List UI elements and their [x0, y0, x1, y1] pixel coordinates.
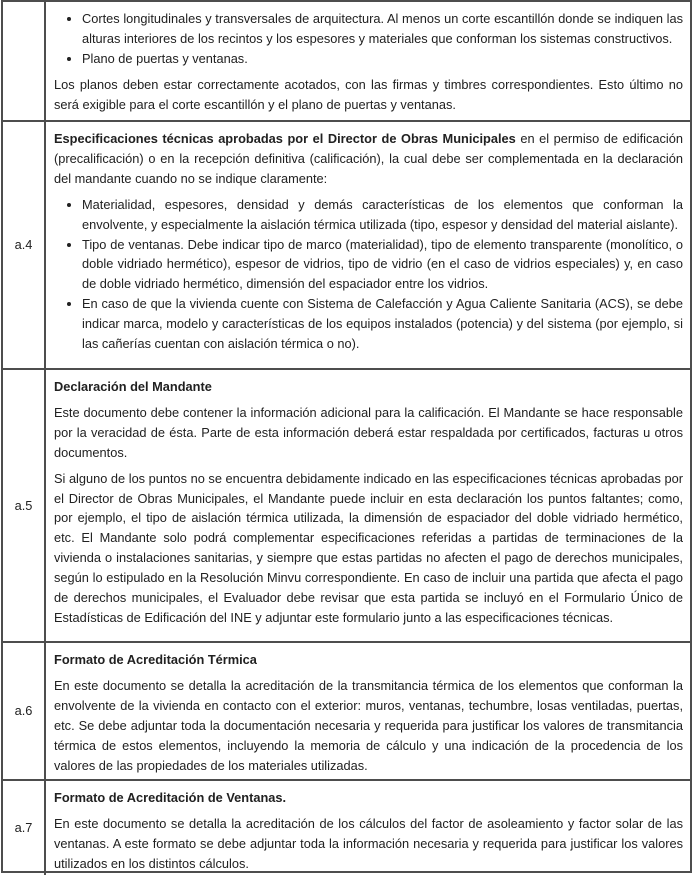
section-heading: Formato de Acreditación Térmica [54, 652, 257, 667]
intro-paragraph [54, 129, 683, 189]
row-content [46, 2, 690, 120]
row-label-text: a.7 [14, 820, 33, 836]
row-label [3, 781, 46, 875]
requirements-table [1, 0, 692, 873]
row-label [3, 643, 46, 779]
bullet-item: • Tipo de ventanas. Debe indicar tipo de marco (materialidad), tipo de elemento transparente (monolítico, o doble vidriado hermético), espesor de vidrios, tipo de vidrio (en el caso de vidrios especiales) y, en caso de doble vidriado hermético, dimensión del espaciador entre los vidrios. [82, 235, 683, 295]
paragraph: Los planos deben estar correctamente acotados, con las firmas y timbres correspondientes. Esto último no será exigible para el corte escantillón y el plano de puertas y ventanas. [54, 76, 683, 112]
row-label-text: a.4 [14, 237, 33, 253]
intro-rest-text: en el permiso de edificación (precalificación) o en la recepción definitiva (calificación), la cual debe ser complementada en la declaración del mandante cuando no se indique claramente: [54, 131, 684, 186]
row-content [46, 370, 690, 641]
intro-bold-text: Especificaciones técnicas aprobadas por el Director de Obras Municipales [54, 131, 516, 146]
section-heading: Formato de Acreditación de Ventanas. [54, 790, 287, 806]
table-row-continuation [3, 2, 690, 122]
bullet-list [54, 195, 683, 354]
bullet-item: • Plano de puertas y ventanas. [82, 49, 683, 69]
row-content [46, 122, 690, 368]
paragraph: Si alguno de los puntos no se encuentra debidamente indicado en las especificaciones técnicas aprobadas por el Director de Obras Municipales, el Mandante puede incluir en esta declaración los puntos faltantes; como, por ejemplo, el tipo de aislación térmica utilizada, la dimensión de espaciador del doble vidriado hermético, etc. El Mandante solo podrá complementar especificaciones referidas a partidas de terminaciones de la vivienda o instalaciones sanitarias, y siempre que estas partidas no afecten el pago de derechos municipales, según lo estipulado en la Resolución Minvu correspondiente. En caso de incluir una partida que afecta el pago de derechos municipales, el Evaluador debe revisar que esta partida se incluyó en el Formulario Único de Estadísticas de Edificación del INE y adjuntar este formulario junto a las especificaciones técnicas. [54, 470, 683, 625]
row-label-text: a.5 [14, 497, 33, 513]
table-row-a6 [3, 643, 690, 781]
bullet-list [54, 9, 683, 69]
row-content [46, 643, 690, 779]
table-row-a4 [3, 122, 690, 370]
row-label-text: a.6 [14, 703, 33, 719]
bullet-item: • En caso de que la vivienda cuente con Sistema de Calefacción y Agua Caliente Sanitaria (ACS), se debe indicar marca, modelo y características de los equipos instalados (potencia) y del sistema (por ejemplo, si las cañerías cuentan con aislación térmica o no). [82, 294, 683, 354]
row-label [3, 122, 46, 368]
table-row-a7 [3, 781, 690, 875]
bullet-item: • Cortes longitudinales y transversales de arquitectura. Al menos un corte escantillón donde se indiquen las alturas interiores de los recintos y los espesores y materiales que conforman los sistemas constructivos. [82, 9, 683, 49]
row-label [3, 2, 46, 120]
paragraph: En este documento se detalla la acreditación de los cálculos del factor de asoleamiento y factor solar de las ventanas. A este formato se debe adjuntar toda la información necesaria y requerida para justificar los valores utilizados en los distintos cálculos. [54, 816, 683, 872]
row-label [3, 370, 46, 641]
row-content [46, 781, 690, 875]
section-heading: Declaración del Mandante [54, 379, 212, 394]
paragraph: Este documento debe contener la información adicional para la calificación. El Mandante se hace responsable por la veracidad de ésta. Parte de esta información deberá estar respaldada por certificados, facturas u otros documentos. [54, 404, 683, 460]
paragraph: En este documento se detalla la acreditación de la transmitancia térmica de los elementos que conforman la envolvente de la vivienda en contacto con el exterior: muros, ventanas, techumbre, losas ventiladas, puertas, etc. Se debe adjuntar toda la documentación necesaria y requerida para justificar los valores de transmitancia térmica de estos elementos, incluyendo la memoria de cálculo y una indicación de la procedencia de los valores de las propiedades de los materiales utilizadas. [54, 677, 683, 773]
table-row-a5 [3, 370, 690, 643]
bullet-item: • Materialidad, espesores, densidad y demás características de los elementos que conforman la envolvente, y especialmente la aislación térmica utilizada (tipo, espesor y densidad del material aislante). [82, 195, 683, 235]
